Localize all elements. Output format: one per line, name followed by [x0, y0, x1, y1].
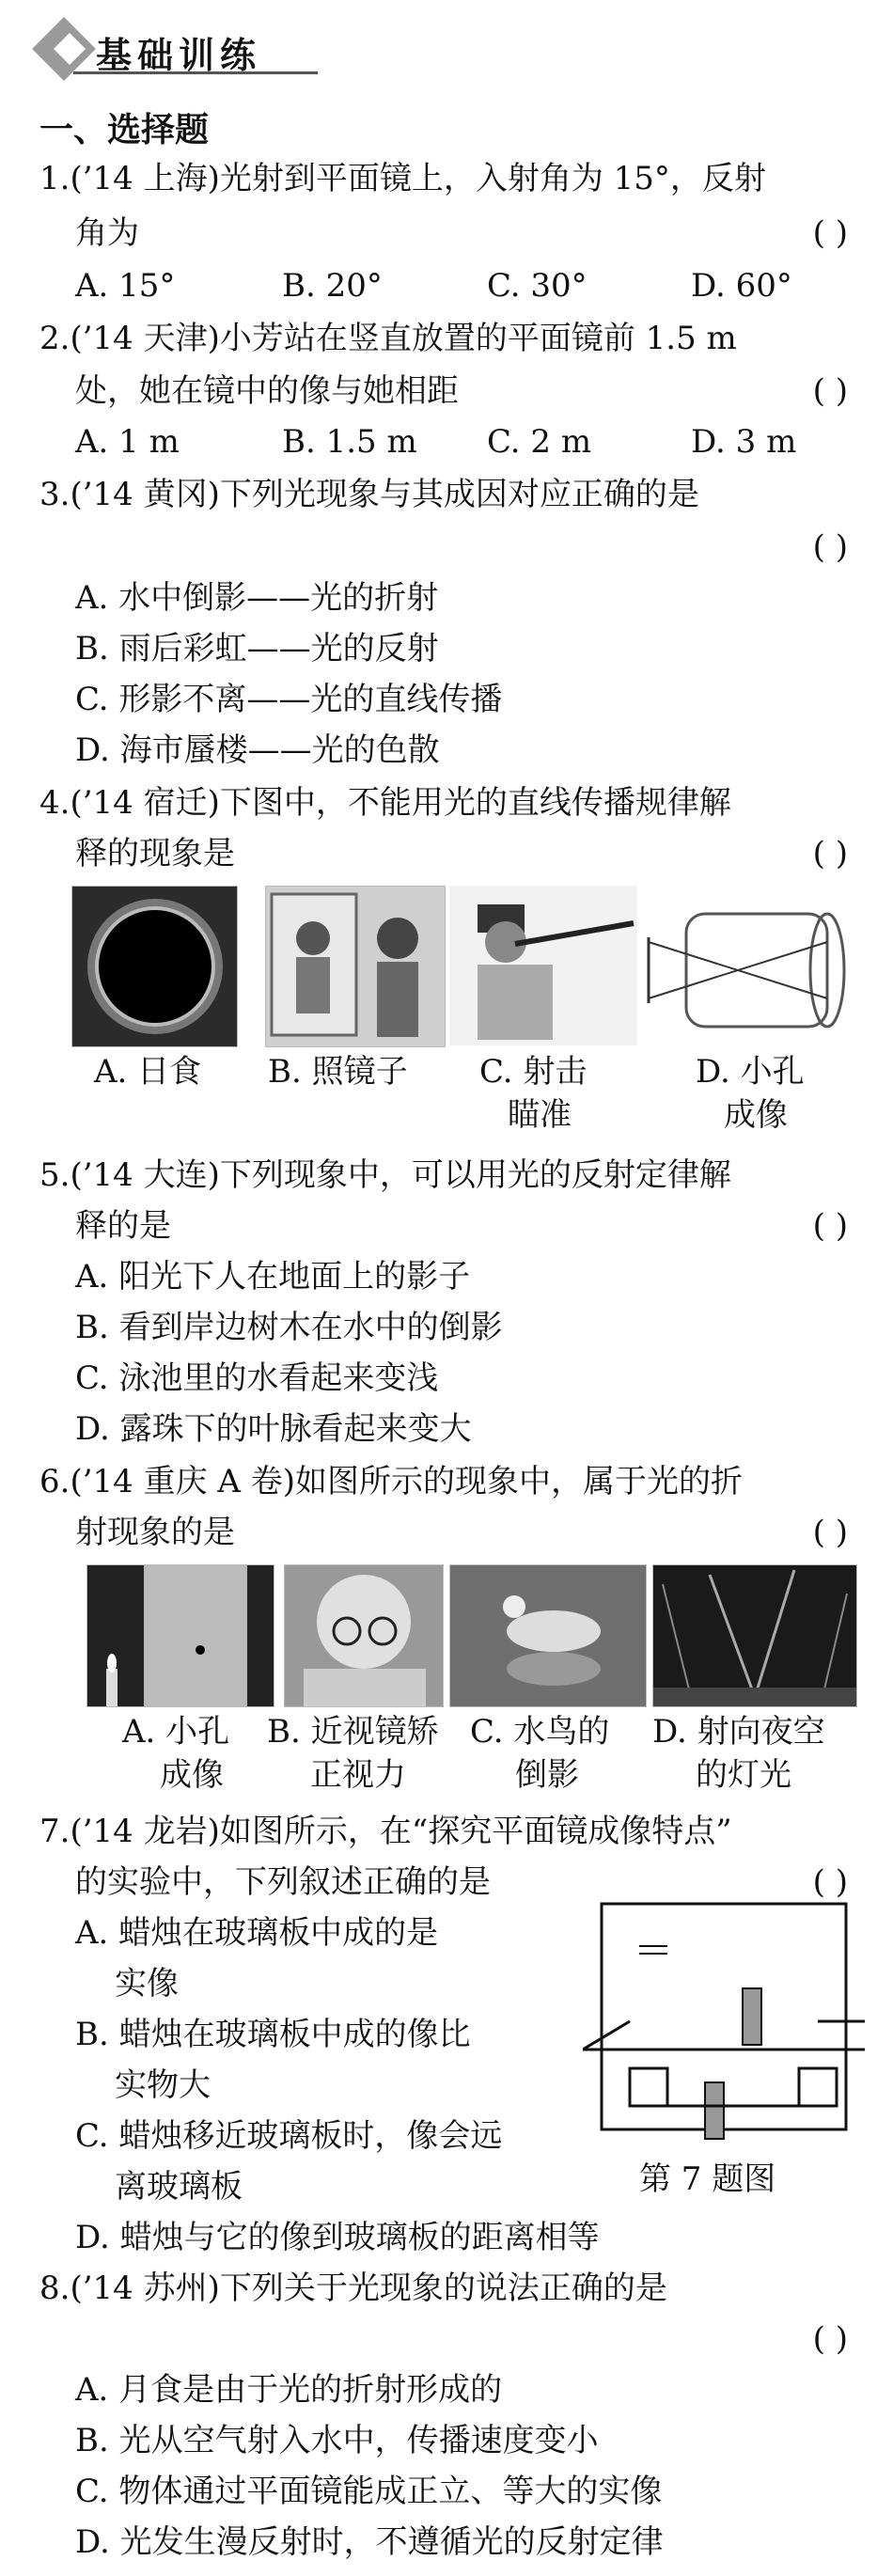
q8-line1: 8.(’14 苏州)下列关于光现象的说法正确的是	[39, 2270, 667, 2307]
q7-line1: 7.(’14 龙岩)如图所示，在“探究平面镜成像特点”	[39, 1813, 732, 1850]
q1-answer-paren: ( )	[812, 214, 848, 252]
q5-answer-paren: ( )	[812, 1207, 848, 1245]
q6-caption-d2: 的灯光	[696, 1756, 791, 1794]
q6-line2: 射现象的是	[75, 1514, 235, 1551]
q7-option-a2: 实像	[115, 1965, 179, 2003]
q6-caption-a2: 成像	[160, 1756, 224, 1794]
q2-line1: 2.(’14 天津)小芳站在竖直放置的平面镜前 1.5 m	[39, 320, 737, 357]
q6-image-lights	[652, 1564, 857, 1707]
q4-caption-d1: D. 小孔	[696, 1053, 805, 1091]
q1-line2: 角为	[75, 214, 139, 252]
q2-answer-paren: ( )	[812, 372, 848, 410]
q3-option-b: B. 雨后彩虹——光的反射	[75, 630, 439, 668]
q6-image-glasses	[284, 1564, 444, 1707]
q7-option-d: D. 蜡烛与它的像到玻璃板的距离相等	[75, 2219, 600, 2256]
q3-answer-paren: ( )	[812, 528, 848, 566]
q3-option-c: C. 形影不离——光的直线传播	[75, 681, 503, 718]
q3-option-d: D. 海市蜃楼——光的色散	[75, 731, 440, 769]
q3-line1: 3.(’14 黄冈)下列光现象与其成因对应正确的是	[39, 476, 699, 513]
q8-option-d: D. 光发生漫反射时，不遵循光的反射定律	[75, 2523, 664, 2561]
q6-image-bird	[449, 1564, 647, 1707]
q4-line2: 释的现象是	[75, 835, 235, 872]
q7-option-b2: 实物大	[115, 2066, 211, 2104]
q2-line2: 处，她在镜中的像与她相距	[75, 372, 459, 410]
q2-option-c: C. 2 m	[487, 423, 592, 461]
q7-option-a1: A. 蜡烛在玻璃板中成的是	[75, 1914, 439, 1952]
q4-line1: 4.(’14 宿迁)下图中，不能用光的直线传播规律解	[39, 784, 731, 822]
q6-caption-b1: B. 近视镜矫	[267, 1713, 439, 1751]
q5-option-a: A. 阳光下人在地面上的影子	[75, 1258, 471, 1296]
q1-line1: 1.(’14 上海)光射到平面镜上，入射角为 15°，反射	[39, 160, 766, 197]
q7-option-c1: C. 蜡烛移近玻璃板时，像会远	[75, 2117, 503, 2155]
shooter-icon	[449, 886, 637, 1045]
mirror-scene-icon	[266, 887, 445, 1046]
q4-caption-a: A. 日食	[94, 1053, 202, 1091]
q6-caption-c2: 倒影	[515, 1756, 579, 1794]
q6-image-pinhole	[86, 1564, 274, 1707]
q8-answer-paren: ( )	[812, 2320, 848, 2358]
q5-option-d: D. 露珠下的叶脉看起来变大	[75, 1410, 472, 1448]
q2-option-a: A. 1 m	[75, 423, 180, 461]
q7-option-b1: B. 蜡烛在玻璃板中成的像比	[75, 2016, 471, 2053]
q6-caption-b2: 正视力	[310, 1756, 406, 1794]
q1-option-d: D. 60°	[691, 267, 792, 305]
q5-option-b: B. 看到岸边树木在水中的倒影	[75, 1309, 503, 1346]
solar-eclipse-icon	[72, 887, 237, 1046]
q4-caption-d2: 成像	[724, 1096, 788, 1134]
child-glasses-icon	[285, 1565, 443, 1706]
q6-line1: 6.(’14 重庆 A 卷)如图所示的现象中，属于光的折	[39, 1463, 744, 1500]
q2-option-b: B. 1.5 m	[282, 423, 417, 461]
q3-option-a: A. 水中倒影——光的折射	[75, 579, 439, 617]
q4-image-mirror	[265, 886, 446, 1047]
q5-option-c: C. 泳池里的水看起来变浅	[75, 1359, 439, 1397]
q6-caption-a1: A. 小孔	[122, 1713, 230, 1751]
q8-option-c: C. 物体通过平面镜能成正立、等大的实像	[75, 2473, 663, 2510]
q1-option-c: C. 30°	[487, 267, 588, 305]
q4-caption-c2: 瞄准	[508, 1096, 572, 1134]
header-title: 基础训练	[96, 34, 262, 76]
water-bird-icon	[450, 1565, 646, 1706]
q5-line1: 5.(’14 大连)下列现象中，可以用光的反射定律解	[39, 1156, 731, 1194]
q4-image-eclipse	[71, 886, 238, 1047]
q4-answer-paren: ( )	[812, 835, 848, 872]
q1-option-a: A. 15°	[75, 267, 176, 305]
pinhole-camera-icon	[639, 886, 869, 1045]
q4-caption-c1: C. 射击	[479, 1053, 588, 1091]
q7-option-c2: 离玻璃板	[115, 2168, 243, 2206]
q7-mirror-experiment-figure	[583, 1899, 865, 2153]
header-banner	[30, 21, 321, 79]
q4-image-shooting	[449, 886, 637, 1045]
q8-option-a: A. 月食是由于光的折射形成的	[75, 2371, 503, 2409]
q4-caption-b: B. 照镜子	[268, 1053, 408, 1091]
q5-line2: 释的是	[75, 1207, 171, 1245]
q1-option-b: B. 20°	[282, 267, 383, 305]
q7-answer-paren: ( )	[812, 1863, 848, 1901]
q6-answer-paren: ( )	[812, 1514, 848, 1551]
night-lights-icon	[653, 1565, 856, 1706]
candle-pinhole-icon	[87, 1565, 274, 1706]
q7-line2: 的实验中，下列叙述正确的是	[75, 1863, 491, 1901]
section-title: 一、选择题	[39, 110, 210, 149]
q2-option-d: D. 3 m	[691, 423, 797, 461]
q4-image-pinhole	[639, 886, 869, 1045]
q6-caption-d1: D. 射向夜空	[652, 1713, 825, 1751]
q7-figure-caption: 第 7 题图	[639, 2160, 776, 2198]
q6-caption-c1: C. 水鸟的	[470, 1713, 610, 1751]
q8-option-b: B. 光从空气射入水中，传播速度变小	[75, 2422, 599, 2459]
